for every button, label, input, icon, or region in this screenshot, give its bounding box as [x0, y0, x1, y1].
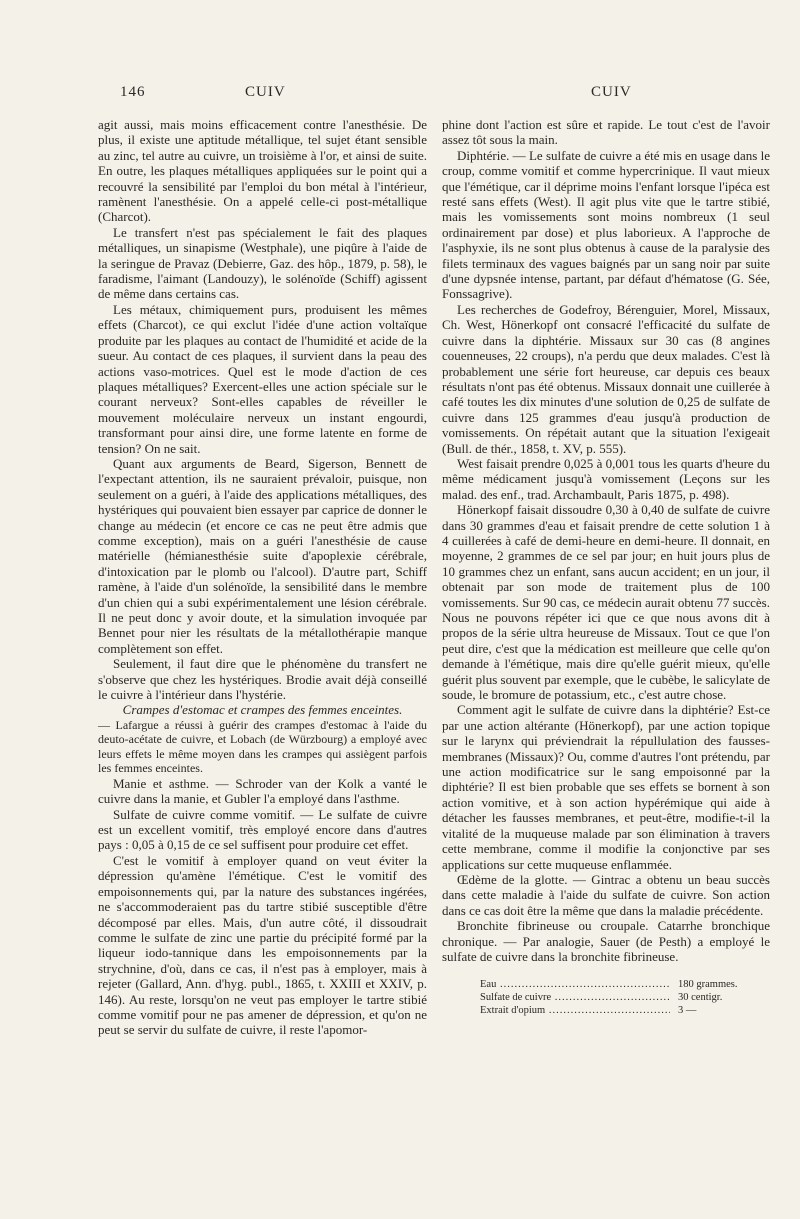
paragraph: Le transfert n'est pas spécialement le fait des plaques métalliques, un sinapisme (Westphale), une piqûre à l'aide de la seringue de Pravaz (Debierre, Gaz. des hôp., 1879, p. 58), le faradisme, l'aimant (Landouzy), le solénoïde (Schiff) agissent de même dans certains cas.: [98, 224, 427, 302]
left-column: [98, 117, 427, 1038]
paragraph: Les métaux, chimiquement purs, produisent les mêmes effets (Charcot), ce qui exclut l'idée d'une action voltaïque produite par les plaques au contact de l'humidité et acide de la sueur. Au contact de ces plaques, il survient dans la peau des actions vaso-motrices. Quel est le mode d'action de ces plaques métalliques? Exercent-elles une action spéciale sur le courant nerveux? Sont-elles capables de réveiller le mouvement moléculaire nerveux un instant engourdi, transformant pour ainsi dire, une forme latente en forme de tension? On ne sait.: [98, 301, 427, 456]
paragraph: West faisait prendre 0,025 à 0,001 tous les quarts d'heure du même médicament jusqu'à vomissement (Leçons sur les malad. des enf., trad. Archambault, Paris 1875, p. 498).: [442, 455, 770, 502]
paragraph: — Lafargue a réussi à guérir des crampes d'estomac à l'aide du deuto-acétate de cuivre, et Lobach (de Würzbourg) a employé avec leurs effets le même moyen dans les crampes qui assiègent parfois les femmes enceintes.: [98, 717, 427, 776]
recipe-quantity: 180 grammes.: [678, 979, 738, 991]
page-header: [0, 84, 800, 106]
recipe-ingredient: Sulfate de cuivre .....: [480, 991, 670, 1004]
recipe-ingredient: Eau .....: [480, 978, 670, 991]
paragraph: Bronchite fibrineuse ou croupale. Catarrhe bronchique chronique. — Par analogie, Sauer (de Pesth) a employé le sulfate de cuivre dans la bronchite fibrineuse.: [442, 918, 770, 964]
recipe-table: [442, 978, 770, 1017]
page-number: 146: [120, 84, 146, 100]
paragraph: Diphtérie. — Le sulfate de cuivre a été mis en usage dans le croup, comme vomitif et comme hypercrinique. Il vaut mieux que l'émétique, car il déprime moins l'enfant lorsque l'ipéca est resté sans effets (West). Il agit plus vite que le tartre stibié, mais les vomissements sont moins nombreux (1 seul ordinairement par dose) et plus laborieux. A l'approche de l'asphyxie, ils ne sont plus obtenus à cause de la paralysie des filets terminaux des vagues baignés par un sang noir par suite d'une dypsnée intense, partant, par défaut d'hématose (G. Sée, Fonssagrive).: [442, 147, 770, 302]
recipe-quantity: 30 centigr.: [678, 992, 723, 1004]
paragraph: agit aussi, mais moins efficacement contre l'anesthésie. De plus, il existe une aptitude métallique, tel sujet étant sensible au zinc, tel autre au cuivre, un troisième à l'or, et ainsi de suite. En outre, les plaques métalliques appliquées sur le point qui a recouvré la sensibilité par l'emploi du bon métal à l'intérieur, ramènent l'anesthésie. On a appelé celle-ci post-métallique (Charcot).: [98, 117, 427, 225]
right-column: [442, 117, 770, 1017]
paragraph: Hönerkopf faisait dissoudre 0,30 à 0,40 de sulfate de cuivre dans 30 grammes d'eau et faisait prendre de cette solution 1 à 4 cuillerées à café de demi-heure en demi-heure. Il donnait, en moyenne, 2 grammes de ce sel par jour; en huit jours plus de 10 grammes chez un enfant, sans aucun accident; en un jour, il obtenait par son mode de traitement plus de 100 vomissements. Sur 90 cas, ce médecin aurait obtenu 77 succès. Nous ne pouvons répéter ici que ce que nous avons dit à propos de la série ultra heureuse de Missaux. Tout ce que l'on peut dire, c'est que la médication est meilleure que celle qu'on demande à l'émétique, mais dire qu'elle guérit mieux, qu'elle guérit plus souvent par exemple, que le cubèbe, le salicylate de soude, le bromure de potassium, etc., c'est autre chose.: [442, 502, 770, 703]
recipe-row: [480, 991, 770, 1004]
section-heading: Crampes d'estomac et crampes des femmes enceintes.: [122, 702, 403, 718]
running-head-right: CUIV: [591, 84, 632, 100]
paragraph: Manie et asthme. — Schroder van der Kolk a vanté le cuivre dans la manie, et Gubler l'a employé dans l'asthme.: [98, 775, 427, 807]
paragraph: Les recherches de Godefroy, Bérenguier, Morel, Missaux, Ch. West, Hönerkopf ont consacré l'efficacité du sulfate de cuivre dans la diphtérie. Missaux sur 30 cas (8 angines couenneuses, 22 croups), n'a perdu que deux malades. C'est là probablement une série fort heureuse, car depuis ces beaux résultats n'ont pas été obtenus. Missaux donnait une cuillerée à café toutes les dix minutes d'une solution de 0,25 de sulfate de cuivre dans 125 grammes d'eau jusqu'à production de vomissements. On répétait autant que la situation l'exigeait (Bull. de thér., 1858, t. XV, p. 555).: [442, 301, 770, 456]
paragraph: Comment agit le sulfate de cuivre dans la diphtérie? Est-ce par une action altérante (Hönerkopf), par une action topique sur le larynx qui préviendrait la répullulation des fausses-membranes (Missaux)? Ou, comme d'autres l'ont prétendu, par une action modificatrice sur le sang empoisonné par la diphtérie? Il est bien probable que ses effets se bornent à son action vomitive, et à son action hypérémique qui aide à détacher les fausses membranes, et peut-être, modifie-t-il la vitalité de la muqueuse malade par son élimination à travers cette membrane, comme il modifie la conjonctive par ses applications sur cette muqueuse enflammée.: [442, 702, 770, 872]
paragraph: phine dont l'action est sûre et rapide. Le tout c'est de l'avoir assez tôt sous la main.: [442, 117, 770, 148]
paragraph: Œdème de la glotte. — Gintrac a obtenu un beau succès dans cette maladie à l'aide du sulfate de cuivre. Son action dans ce cas doit être la même que dans la maladie précédente.: [442, 871, 770, 918]
paragraph: Seulement, il faut dire que le phénomène du transfert ne s'observe que chez les hystériques. Brodie avait déjà conseillé le cuivre à l'intérieur dans l'hystérie.: [98, 656, 427, 703]
paragraph: Sulfate de cuivre comme vomitif. — Le sulfate de cuivre est un excellent vomitif, très employé encore dans d'autres pays : 0,05 à 0,15 de ce sel suffisent pour produire cet effet.: [98, 806, 427, 853]
recipe-row: [480, 978, 770, 991]
running-head-left: CUIV: [245, 84, 286, 100]
recipe-row: [480, 1004, 770, 1017]
recipe-quantity: 3 —: [678, 1005, 697, 1017]
paragraph: Quant aux arguments de Beard, Sigerson, Bennett de l'expectant attention, ils ne sauraient prévaloir, puisque, non seulement on a guéri, à l'aide des applications métalliques, des hystériques qui pouvaient bien essayer par caprice de donner le change au médecin (et encore ce cas ne peut être admis que comme exception), mais on a guéri l'anesthésie de cause matérielle (hémianesthésie suite d'apoplexie cérébrale, d'intoxication par le plomb ou l'alcool). D'autre part, Schiff ramène, à l'aide d'un solénoïde, la sensibilité dans le membre d'un chien qui a subi expérimentalement une lésion cérébrale. Il ne peut donc y avoir doute, et la simulation invoquée par Bennet pour nier les résultats de la métallothérapie manque complètement son effet.: [98, 455, 427, 656]
paragraph: C'est le vomitif à employer quand on veut éviter la dépression qu'amène l'émétique. C'est le vomitif des empoisonnements qui, par la nature des substances ingérées, ne s'accommoderaient pas du tartre stibié susceptible d'être décomposé par elles. Mais, d'un autre côté, il dissoudrait comme le sulfate de zinc une partie du précipité formé par la liqueur iodo-tannique dans les empoisonnements par la strychnine, d'où, dans ce cas, il n'est pas à employer, mais à rejeter (Gallard, Ann. d'hyg. publ., 1865, t. XXIII et XXIV, p. 146). Au reste, lorsqu'on ne veut pas employer le tartre stibié comme vomitif pour ne pas amener de dépression, et qu'on ne peut se servir du sulfate de cuivre, il reste l'apomor-: [98, 852, 427, 1038]
recipe-ingredient: Extrait d'opium .....: [480, 1004, 670, 1017]
